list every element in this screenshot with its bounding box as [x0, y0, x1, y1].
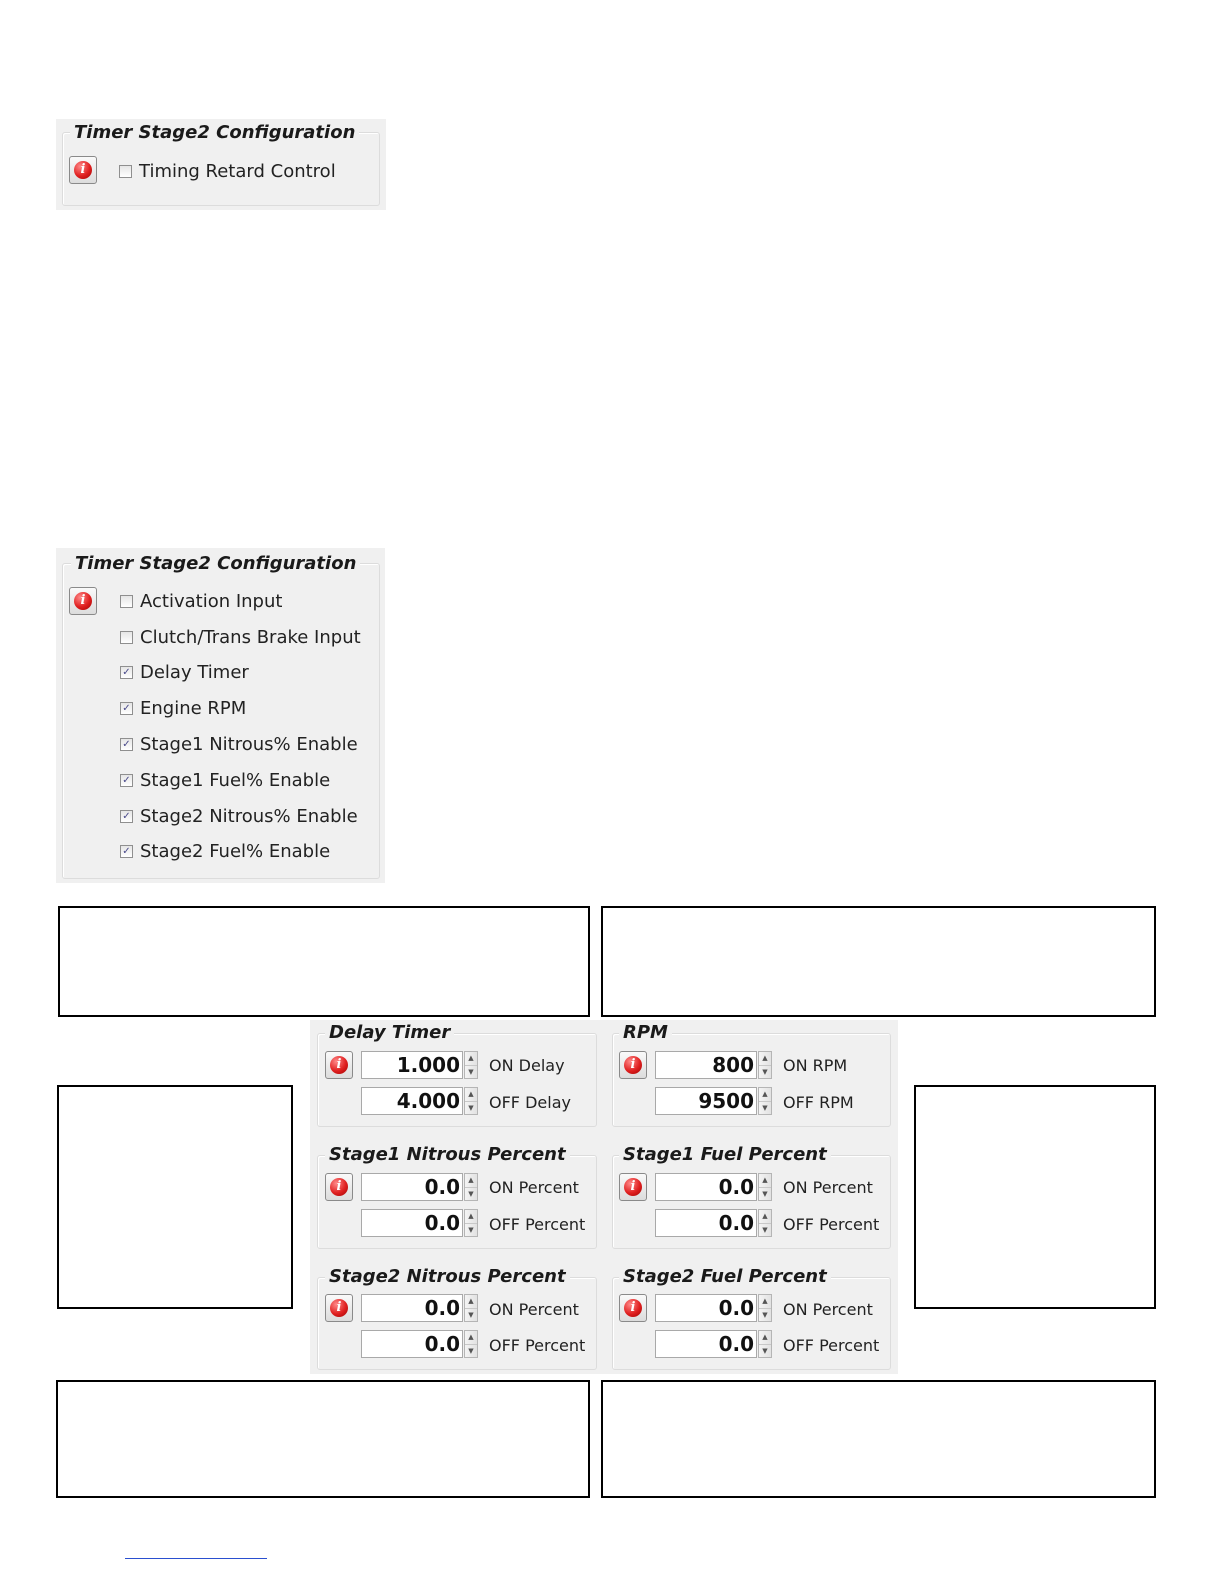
- spin-up-icon[interactable]: ▲: [759, 1052, 771, 1066]
- group-title-rpm: RPM: [619, 1022, 672, 1044]
- spinner-arrows[interactable]: [758, 1087, 772, 1115]
- info-button[interactable]: [69, 156, 97, 184]
- checkbox-checked-icon[interactable]: ✓: [120, 810, 133, 823]
- spin-up-icon[interactable]: ▲: [465, 1174, 477, 1188]
- off-rpm-label: OFF RPM: [783, 1093, 854, 1112]
- spin-down-icon[interactable]: ▼: [762, 1104, 768, 1112]
- spinner-arrows[interactable]: [758, 1294, 772, 1322]
- on-delay-input[interactable]: 1.000: [361, 1051, 463, 1079]
- spinner-arrows[interactable]: [464, 1173, 478, 1201]
- off-percent-label: OFF Percent: [489, 1336, 586, 1355]
- info-icon: i: [74, 592, 92, 610]
- checkbox-stage1-fuel-enable[interactable]: [120, 769, 330, 791]
- info-button[interactable]: [325, 1173, 353, 1201]
- on-rpm-label: ON RPM: [783, 1056, 848, 1075]
- checkbox-engine-rpm[interactable]: [120, 697, 246, 719]
- checkbox-box[interactable]: [120, 631, 133, 644]
- off-percent-label: OFF Percent: [783, 1215, 880, 1234]
- checkbox-stage2-fuel-enable[interactable]: [120, 840, 330, 862]
- checkbox-activation-input[interactable]: [120, 590, 282, 612]
- spin-down-icon[interactable]: ▼: [468, 1311, 474, 1319]
- stage2-nitrous-on-input[interactable]: 0.0: [361, 1294, 463, 1322]
- checkbox-checked-icon[interactable]: ✓: [120, 845, 133, 858]
- stage2-fuel-off-spinner[interactable]: [655, 1330, 773, 1358]
- stage1-fuel-off-input[interactable]: 0.0: [655, 1209, 757, 1237]
- spin-down-icon[interactable]: ▼: [762, 1311, 768, 1319]
- spinner-arrows[interactable]: [758, 1330, 772, 1358]
- checkbox-checked-icon[interactable]: ✓: [120, 666, 133, 679]
- checkbox-stage2-nitrous-enable[interactable]: [120, 805, 358, 827]
- info-icon: i: [624, 1299, 642, 1317]
- on-rpm-spinner[interactable]: [655, 1051, 773, 1079]
- spin-down-icon[interactable]: ▼: [468, 1347, 474, 1355]
- group-title-stage1-fuel: Stage1 Fuel Percent: [619, 1144, 831, 1166]
- stage1-fuel-off-spinner[interactable]: [655, 1209, 773, 1237]
- spin-down-icon[interactable]: ▼: [468, 1226, 474, 1234]
- footer-link-underline[interactable]: [125, 1558, 267, 1559]
- on-percent-label: ON Percent: [783, 1178, 873, 1197]
- info-icon: i: [624, 1178, 642, 1196]
- timer-stage2-config-panel-bottom: [56, 548, 385, 883]
- spinner-arrows[interactable]: [464, 1209, 478, 1237]
- spin-down-icon[interactable]: ▼: [468, 1068, 474, 1076]
- stage1-nitrous-on-input[interactable]: 0.0: [361, 1173, 463, 1201]
- off-percent-label: OFF Percent: [783, 1336, 880, 1355]
- checkbox-label: Clutch/Trans Brake Input: [140, 626, 361, 648]
- info-icon: i: [330, 1178, 348, 1196]
- timer-stage2-config-panel-top: [56, 119, 386, 210]
- spin-down-icon[interactable]: ▼: [762, 1226, 768, 1234]
- off-rpm-spinner[interactable]: [655, 1087, 773, 1115]
- callout-box-top-left: [58, 906, 590, 1017]
- group-title-stage2-nitrous: Stage2 Nitrous Percent: [325, 1266, 570, 1288]
- checkbox-label: Timing Retard Control: [139, 160, 336, 182]
- panel-title: Timer Stage2 Configuration: [70, 122, 359, 144]
- spin-down-icon[interactable]: ▼: [762, 1068, 768, 1076]
- checkbox-label: Stage2 Fuel% Enable: [140, 840, 331, 862]
- checkbox-stage1-nitrous-enable[interactable]: [120, 733, 358, 755]
- spin-down-icon[interactable]: ▼: [468, 1190, 474, 1198]
- spinner-arrows[interactable]: [464, 1051, 478, 1079]
- stage2-nitrous-on-spinner[interactable]: [361, 1294, 479, 1322]
- checkbox-label: Stage1 Fuel% Enable: [140, 769, 331, 791]
- spin-up-icon[interactable]: ▲: [465, 1210, 477, 1224]
- stage2-fuel-on-spinner[interactable]: [655, 1294, 773, 1322]
- spinner-arrows[interactable]: [758, 1173, 772, 1201]
- info-button[interactable]: [619, 1051, 647, 1079]
- off-delay-input[interactable]: 4.000: [361, 1087, 463, 1115]
- checkbox-delay-timer[interactable]: [120, 661, 249, 683]
- callout-box-mid-right: [914, 1085, 1156, 1309]
- callout-box-bottom-left: [56, 1380, 590, 1498]
- checkbox-label: Stage2 Nitrous% Enable: [140, 805, 358, 827]
- spin-up-icon[interactable]: ▲: [759, 1210, 771, 1224]
- info-icon: i: [330, 1299, 348, 1317]
- spinner-arrows[interactable]: [758, 1209, 772, 1237]
- on-percent-label: ON Percent: [783, 1300, 873, 1319]
- spin-down-icon[interactable]: ▼: [762, 1347, 768, 1355]
- timer-settings-panel: [310, 1020, 898, 1374]
- stage1-fuel-on-input[interactable]: 0.0: [655, 1173, 757, 1201]
- group-title-stage2-fuel: Stage2 Fuel Percent: [619, 1266, 831, 1288]
- info-icon: i: [74, 161, 92, 179]
- spin-down-icon[interactable]: ▼: [762, 1190, 768, 1198]
- checkbox-checked-icon[interactable]: ✓: [120, 702, 133, 715]
- spin-up-icon[interactable]: ▲: [465, 1088, 477, 1102]
- spin-up-icon[interactable]: ▲: [759, 1295, 771, 1309]
- stage2-fuel-off-input[interactable]: 0.0: [655, 1330, 757, 1358]
- checkbox-label: Stage1 Nitrous% Enable: [140, 733, 358, 755]
- callout-box-mid-left: [57, 1085, 293, 1309]
- info-button[interactable]: [619, 1173, 647, 1201]
- on-percent-label: ON Percent: [489, 1300, 579, 1319]
- checkbox-box[interactable]: [120, 595, 133, 608]
- spin-up-icon[interactable]: ▲: [759, 1088, 771, 1102]
- off-rpm-input[interactable]: 9500: [655, 1087, 757, 1115]
- checkbox-clutch-trans-brake-input[interactable]: [120, 626, 361, 648]
- checkbox-label: Delay Timer: [140, 661, 249, 683]
- off-delay-label: OFF Delay: [489, 1093, 571, 1112]
- spin-up-icon[interactable]: ▲: [759, 1331, 771, 1345]
- stage2-nitrous-off-spinner[interactable]: [361, 1330, 479, 1358]
- callout-box-top-right: [601, 906, 1156, 1017]
- group-title-stage1-nitrous: Stage1 Nitrous Percent: [325, 1144, 570, 1166]
- checkbox-box[interactable]: [119, 165, 132, 178]
- spin-up-icon[interactable]: ▲: [465, 1052, 477, 1066]
- stage2-nitrous-off-input[interactable]: 0.0: [361, 1330, 463, 1358]
- spinner-arrows[interactable]: [758, 1051, 772, 1079]
- info-icon: i: [624, 1056, 642, 1074]
- spin-up-icon[interactable]: ▲: [465, 1295, 477, 1309]
- stage1-nitrous-on-spinner[interactable]: [361, 1173, 479, 1201]
- spinner-arrows[interactable]: [464, 1294, 478, 1322]
- panel-title: Timer Stage2 Configuration: [71, 553, 360, 575]
- spin-down-icon[interactable]: ▼: [468, 1104, 474, 1112]
- checkbox-label: Activation Input: [140, 590, 283, 612]
- stage1-nitrous-off-spinner[interactable]: [361, 1209, 479, 1237]
- checkbox-label: Engine RPM: [140, 697, 247, 719]
- on-delay-spinner[interactable]: [361, 1051, 479, 1079]
- callout-box-bottom-right: [601, 1380, 1156, 1498]
- spin-up-icon[interactable]: ▲: [759, 1174, 771, 1188]
- off-percent-label: OFF Percent: [489, 1215, 586, 1234]
- spinner-arrows[interactable]: [464, 1330, 478, 1358]
- on-percent-label: ON Percent: [489, 1178, 579, 1197]
- spinner-arrows[interactable]: [464, 1087, 478, 1115]
- off-delay-spinner[interactable]: [361, 1087, 479, 1115]
- info-icon: i: [330, 1056, 348, 1074]
- info-button[interactable]: [325, 1051, 353, 1079]
- stage2-fuel-on-input[interactable]: 0.0: [655, 1294, 757, 1322]
- info-button[interactable]: [619, 1294, 647, 1322]
- stage1-nitrous-off-input[interactable]: 0.0: [361, 1209, 463, 1237]
- checkbox-checked-icon[interactable]: ✓: [120, 738, 133, 751]
- group-title-delay-timer: Delay Timer: [325, 1022, 454, 1044]
- stage1-fuel-on-spinner[interactable]: [655, 1173, 773, 1201]
- on-rpm-input[interactable]: 800: [655, 1051, 757, 1079]
- checkbox-timing-retard-control[interactable]: [119, 160, 336, 182]
- spin-up-icon[interactable]: ▲: [465, 1331, 477, 1345]
- info-button[interactable]: [69, 587, 97, 615]
- checkbox-checked-icon[interactable]: ✓: [120, 774, 133, 787]
- info-button[interactable]: [325, 1294, 353, 1322]
- on-delay-label: ON Delay: [489, 1056, 565, 1075]
